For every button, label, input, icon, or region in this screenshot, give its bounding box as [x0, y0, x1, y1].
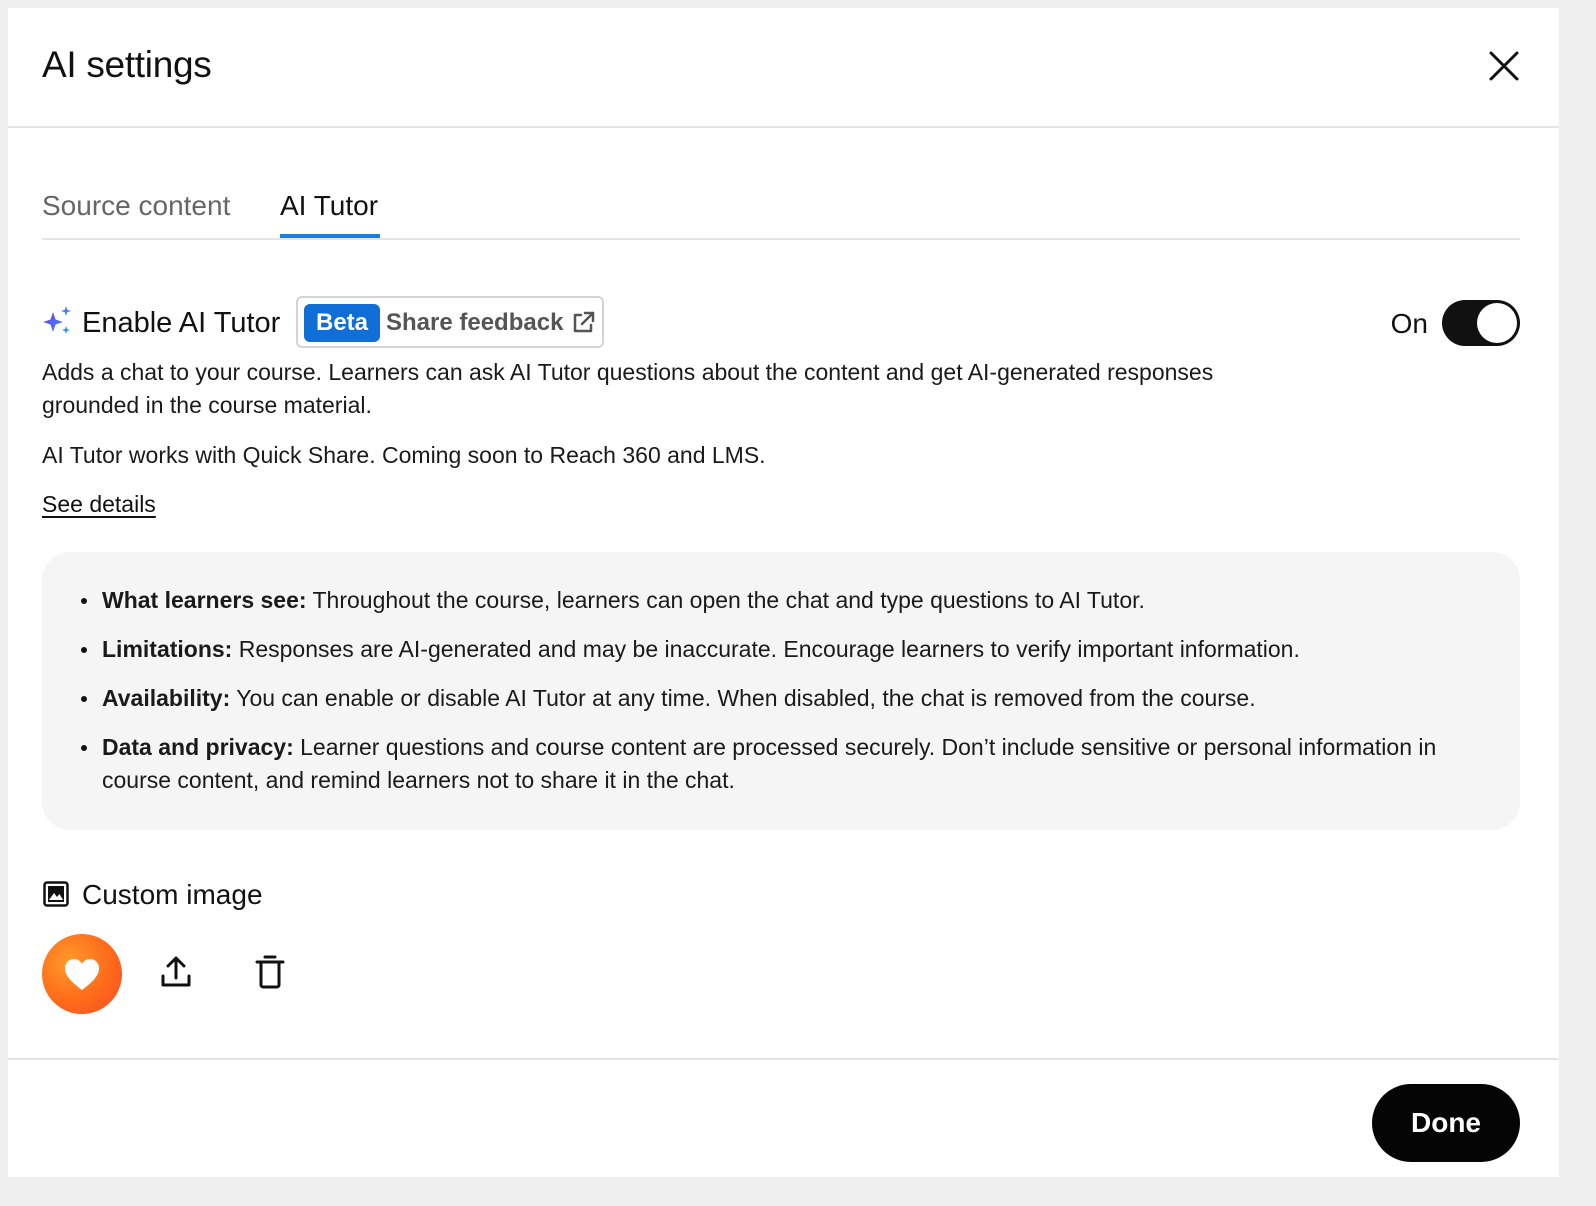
see-details-link[interactable]: See details — [42, 491, 156, 517]
external-link-icon — [570, 310, 596, 336]
info-list — [102, 584, 1482, 813]
settings-tabs — [42, 186, 1520, 240]
ai-tutor-description: Adds a chat to your course. Learners can ask AI Tutor questions about the content and get AI-generated responses grounded in the course material. — [42, 359, 1214, 418]
ai-tutor-toggle[interactable] — [1442, 300, 1520, 346]
custom-image-avatar — [42, 934, 122, 1014]
trash-icon — [250, 952, 290, 992]
list-item — [102, 584, 1482, 617]
list-item — [102, 633, 1482, 666]
info-item-text: Learner questions and course content are processed securely. Don’t include sensitive or personal information in course content, and remind learners not to share it in the chat. — [102, 734, 1437, 793]
heart-icon — [64, 958, 100, 992]
upload-button[interactable] — [156, 952, 196, 992]
toggle-knob — [1477, 303, 1517, 343]
dialog-title: AI settings — [42, 44, 212, 85]
dialog-footer — [8, 1058, 1559, 1177]
image-icon — [42, 880, 70, 908]
delete-button[interactable] — [250, 952, 290, 992]
list-item — [102, 682, 1482, 715]
done-button[interactable]: Done — [1372, 1084, 1520, 1162]
dialog-header — [8, 8, 1559, 128]
ai-tutor-availability-note: AI Tutor works with Quick Share. Coming soon to Reach 360 and LMS. — [42, 442, 766, 468]
share-feedback-link[interactable]: Share feedback — [386, 309, 564, 336]
beta-feedback-box — [296, 296, 604, 348]
info-item-label: What learners see: — [102, 587, 307, 613]
info-item-text: Throughout the course, learners can open the chat and type questions to AI Tutor. — [306, 587, 1145, 613]
close-button[interactable] — [1482, 44, 1526, 88]
sparkle-icon — [42, 304, 74, 336]
info-item-label: Availability: — [102, 685, 231, 711]
info-item-text: You can enable or disable AI Tutor at any time. When disabled, the chat is removed from the course. — [230, 685, 1256, 711]
toggle-state-label: On — [1390, 308, 1428, 339]
enable-ai-tutor-row — [42, 296, 1520, 352]
info-item-text: Responses are AI-generated and may be inaccurate. Encourage learners to verify important information. — [232, 636, 1300, 662]
info-panel — [42, 552, 1520, 830]
tab-ai-tutor[interactable]: AI Tutor — [280, 186, 378, 236]
custom-image-title: Custom image — [82, 879, 263, 910]
info-item-label: Data and privacy: — [102, 734, 294, 760]
beta-badge: Beta — [304, 304, 380, 342]
tab-source-content[interactable]: Source content — [42, 190, 231, 221]
enable-ai-tutor-title: Enable AI Tutor — [82, 307, 281, 339]
upload-icon — [156, 952, 196, 992]
list-item — [102, 731, 1482, 797]
info-item-label: Limitations: — [102, 636, 233, 662]
close-icon — [1482, 44, 1526, 88]
ai-settings-dialog — [8, 8, 1559, 1177]
